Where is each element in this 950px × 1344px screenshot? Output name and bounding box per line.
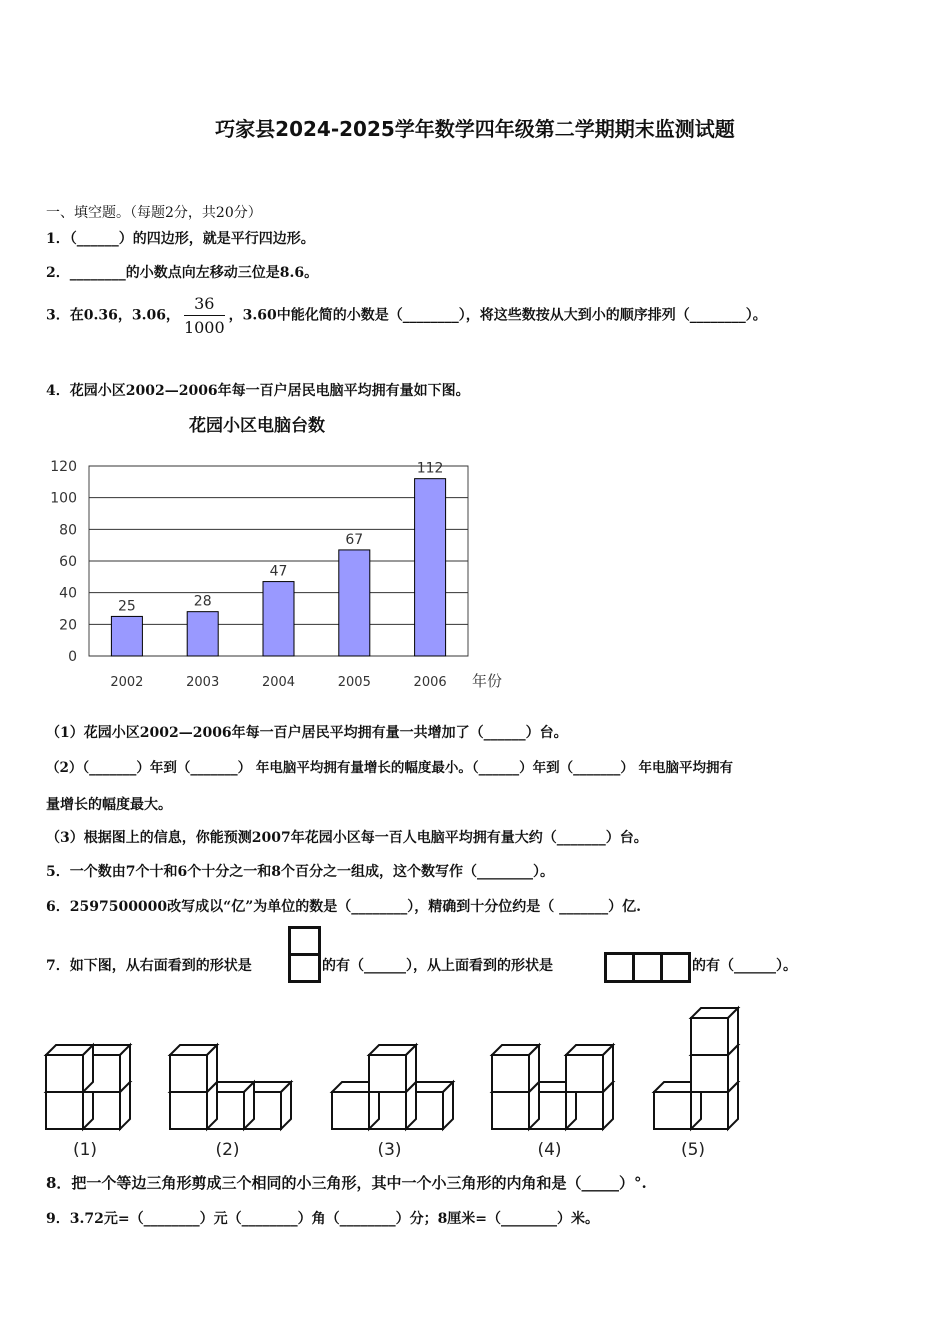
question-7-part2: 的有（______），从上面看到的形状是 (322, 958, 553, 974)
question-4-2: （2）（_______）年到（_______） 年电脑平均拥有量增长的幅度最小。（______）年到（_______） 年电脑平均拥有 (46, 760, 734, 776)
question-4-3: （3）根据图上的信息，你能预测2007年花园小区每一百人电脑平均拥有量大约（_______）台。 (46, 830, 648, 846)
figure-label: (2) (215, 1140, 240, 1160)
x-tick-label: 2006 (413, 675, 447, 690)
y-tick-label: 80 (59, 522, 77, 539)
y-tick-label: 0 (68, 649, 77, 665)
cube-figures (40, 1005, 760, 1165)
bar-value-label: 47 (269, 563, 288, 580)
question-7-part1: 7．如下图，从右面看到的形状是 (46, 958, 252, 974)
question-3 (46, 294, 767, 337)
cube (46, 1045, 93, 1092)
chart-title: 花园小区电脑台数 (189, 416, 325, 436)
page-title: 巧家县2024-2025学年数学四年级第二学期期末监测试题 (215, 117, 735, 141)
bar-value-label: 28 (193, 593, 212, 610)
figure-label: (5) (680, 1140, 706, 1160)
bar-value-label: 67 (345, 531, 364, 548)
x-tick-label: 2003 (186, 675, 220, 690)
bar (187, 612, 218, 656)
bar (415, 479, 446, 656)
bar-value-label: 25 (117, 598, 136, 615)
top-view-shape (604, 952, 692, 984)
y-tick-label: 60 (59, 554, 77, 570)
fraction (184, 294, 225, 337)
section-heading: 一、填空题。（每题2分，共20分） (46, 205, 262, 221)
question-4-1: （1）花园小区2002—2006年每一百户居民平均拥有量一共增加了（______）台。 (46, 725, 568, 741)
question-9: 9．3.72元=（________）元（________）角（________）分；8厘米=（________）米。 (46, 1211, 600, 1227)
cube (369, 1045, 416, 1092)
cube (170, 1045, 217, 1092)
bar (111, 616, 142, 656)
y-tick-label: 40 (59, 585, 77, 602)
question-4-2-cont: 量增长的幅度最大。 (46, 797, 172, 813)
figure-label: (4) (537, 1140, 562, 1160)
fraction-numerator: 36 (184, 294, 225, 316)
question-3-suffix: ，3.60中能化简的小数是（________），将这些数按从大到小的顺序排列（________）。 (228, 307, 767, 324)
bar-value-label: 112 (416, 460, 444, 477)
right-view-shape (288, 926, 322, 984)
y-tick-label: 100 (50, 490, 77, 507)
question-6: 6．2597500000改写成以“亿”为单位的数是（________），精确到十分位约是（ _______）亿. (46, 899, 642, 915)
question-7-part3: 的有（______）。 (692, 958, 797, 974)
question-3-prefix: 3．在0.36，3.06， (46, 307, 180, 324)
x-tick-label: 2002 (110, 675, 144, 690)
figure-label: (1) (72, 1140, 98, 1160)
question-1: 1．（______）的四边形，就是平行四边形。 (46, 231, 315, 247)
question-4: 4．花园小区2002—2006年每一百户居民电脑平均拥有量如下图。 (46, 383, 470, 399)
question-2: 2．________的小数点向左移动三位是8.6。 (46, 265, 319, 281)
bar-chart (40, 408, 520, 698)
cube (566, 1045, 613, 1092)
bar (339, 550, 370, 656)
cube (492, 1045, 539, 1092)
y-tick-label: 120 (50, 459, 77, 475)
question-8: 8．把一个等边三角形剪成三个相同的小三角形，其中一个小三角形的内角和是（_____）°. (46, 1174, 647, 1192)
question-5: 5．一个数由7个十和6个十分之一和8个百分之一组成，这个数写作（________）。 (46, 864, 554, 880)
figure-label: (3) (377, 1140, 402, 1160)
y-tick-label: 20 (59, 617, 77, 634)
x-tick-label: 2004 (261, 675, 296, 690)
x-tick-label: 2005 (337, 675, 371, 690)
chart-xlabel: 年份 (472, 672, 503, 690)
cube (691, 1008, 738, 1055)
bar (263, 582, 294, 656)
fraction-denominator: 1000 (183, 318, 225, 337)
